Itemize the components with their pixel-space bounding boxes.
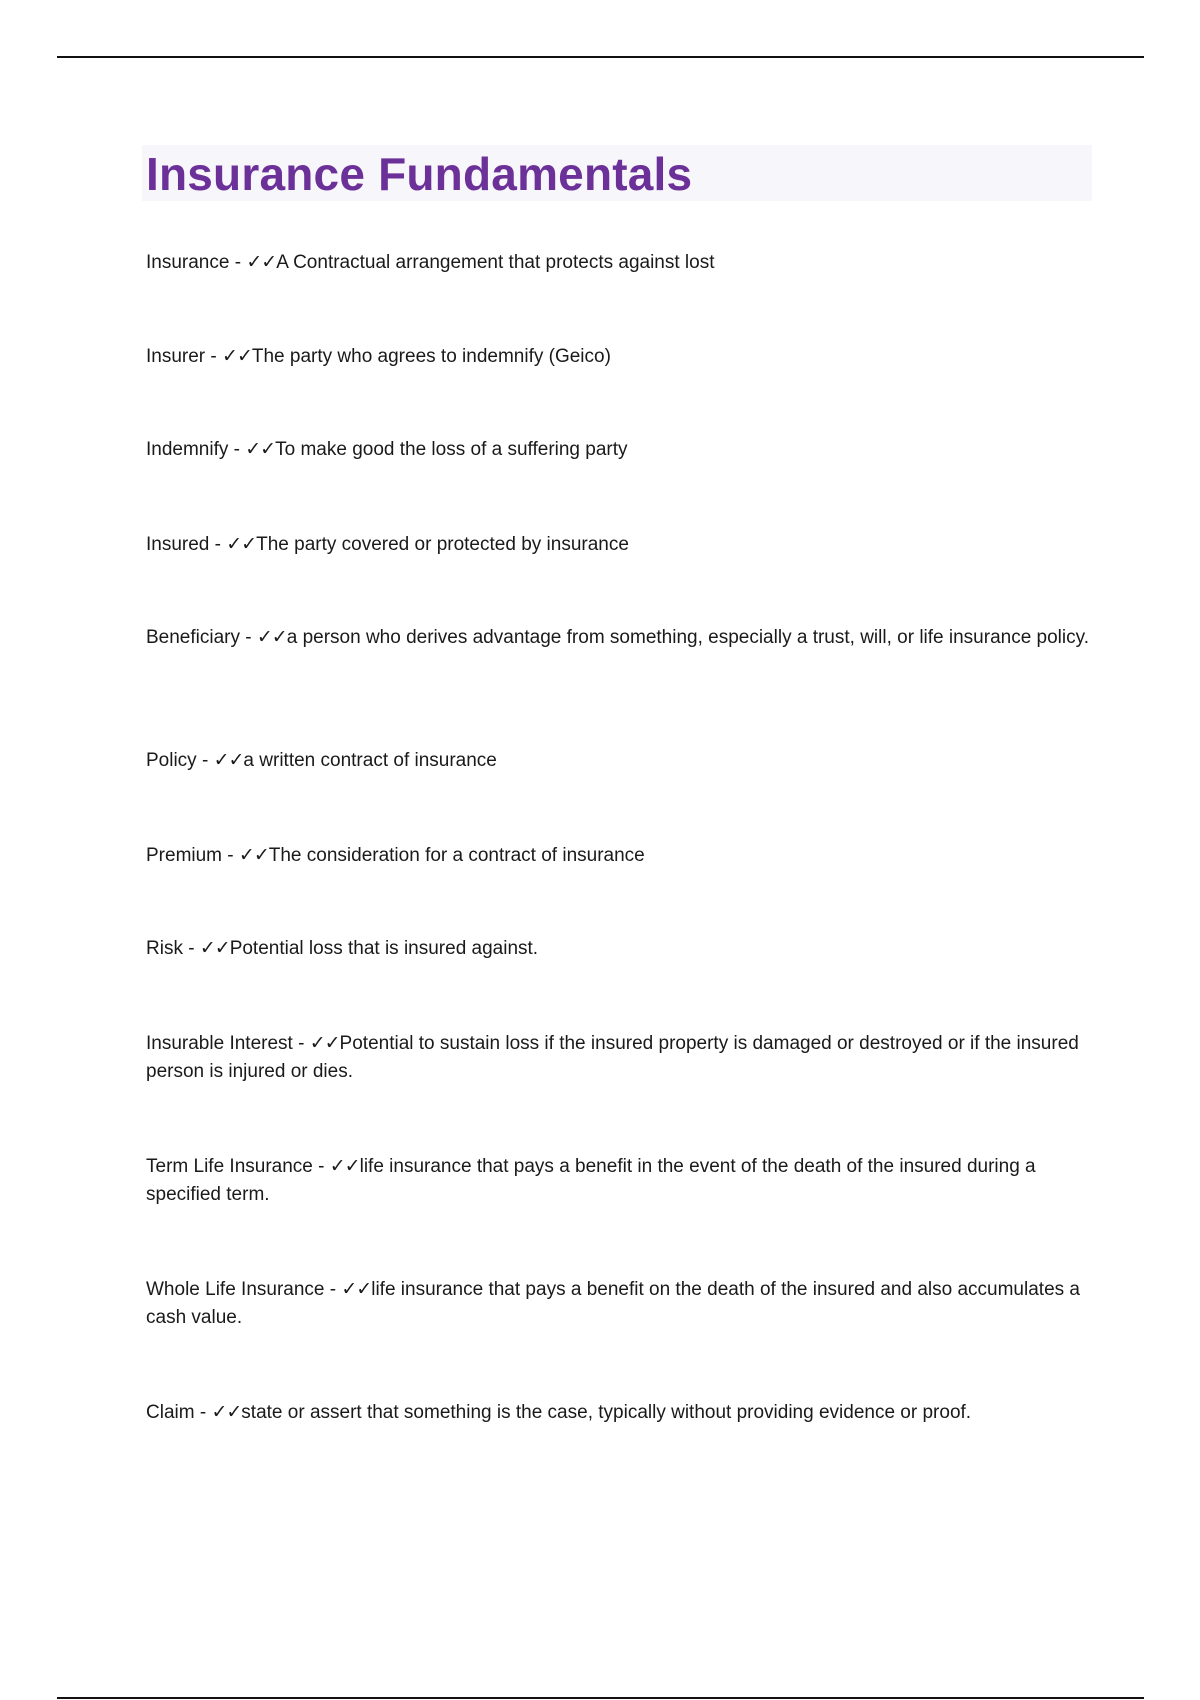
glossary-entry <box>146 248 1096 277</box>
double-check-icon: ✓✓ <box>238 844 269 866</box>
glossary-entry <box>146 342 1096 371</box>
entry-definition: life insurance that pays a benefit in the event of the death of the insured during a specified term. <box>146 1156 1036 1205</box>
entry-term: Claim <box>146 1402 195 1423</box>
glossary-entry <box>146 623 1096 652</box>
double-check-icon: ✓✓ <box>309 1032 340 1054</box>
entry-definition: The consideration for a contract of insurance <box>268 845 645 866</box>
entry-separator: - <box>229 252 247 273</box>
entry-separator: - <box>312 1156 330 1177</box>
glossary-entry <box>146 934 1096 963</box>
entry-separator: - <box>292 1033 310 1054</box>
entry-term: Beneficiary <box>146 627 240 648</box>
entry-separator: - <box>240 627 257 648</box>
page-title: Insurance Fundamentals <box>146 148 693 200</box>
entry-definition: A Contractual arrangement that protects against lost <box>276 252 715 273</box>
entry-definition: Potential to sustain loss if the insured property is damaged or destroyed or if the insured person is injured or dies. <box>146 1033 1079 1082</box>
double-check-icon: ✓✓ <box>329 1155 360 1177</box>
entry-separator: - <box>222 845 239 866</box>
double-check-icon: ✓✓ <box>213 749 244 771</box>
glossary-entry <box>146 1029 1096 1086</box>
entry-term: Insured <box>146 534 210 555</box>
glossary-entry <box>146 841 1096 870</box>
entry-term: Insurable Interest <box>146 1033 293 1054</box>
glossary-entry <box>146 1398 1096 1427</box>
entry-separator: - <box>196 750 214 771</box>
entry-term: Insurance <box>146 252 230 273</box>
double-check-icon: ✓✓ <box>226 533 257 555</box>
glossary-entry <box>146 1152 1096 1209</box>
entry-separator: - <box>228 439 246 460</box>
entry-term: Risk <box>146 938 183 959</box>
double-check-icon: ✓✓ <box>341 1278 372 1300</box>
entry-term: Insurer <box>146 346 206 367</box>
glossary-entry <box>146 435 1096 464</box>
entry-term: Policy <box>146 750 197 771</box>
entry-term: Whole Life Insurance <box>146 1279 325 1300</box>
entry-definition: The party covered or protected by insurance <box>256 534 629 555</box>
double-check-icon: ✓✓ <box>246 251 277 273</box>
entry-term: Term Life Insurance <box>146 1156 313 1177</box>
glossary-entry <box>146 1275 1096 1332</box>
entry-definition: To make good the loss of a suffering party <box>275 439 628 460</box>
entry-definition: The party who agrees to indemnify (Geico) <box>251 346 611 367</box>
entry-separator: - <box>194 1402 212 1423</box>
double-check-icon: ✓✓ <box>256 626 287 648</box>
entry-definition: Potential loss that is insured against. <box>229 938 539 959</box>
glossary-entry <box>146 530 1096 559</box>
entry-definition: a written contract of insurance <box>243 750 497 771</box>
entry-definition: life insurance that pays a benefit on the death of the insured and also accumulates a cash value. <box>146 1279 1080 1328</box>
entry-definition: a person who derives advantage from something, especially a trust, will, or life insurance policy. <box>286 627 1089 648</box>
double-check-icon: ✓✓ <box>222 345 252 367</box>
double-check-icon: ✓✓ <box>245 438 276 460</box>
double-check-icon: ✓✓ <box>199 937 230 959</box>
entry-separator: - <box>324 1279 342 1300</box>
entry-separator: - <box>209 534 227 555</box>
entry-term: Premium <box>146 845 223 866</box>
top-rule <box>57 56 1144 58</box>
double-check-icon: ✓✓ <box>211 1401 242 1423</box>
entry-term: Indemnify <box>146 439 229 460</box>
entry-separator: - <box>182 938 200 959</box>
entry-separator: - <box>205 346 223 367</box>
entry-definition: state or assert that something is the case, typically without providing evidence or proof. <box>241 1402 972 1423</box>
bottom-rule <box>57 1697 1144 1699</box>
glossary-entry <box>146 746 1096 775</box>
